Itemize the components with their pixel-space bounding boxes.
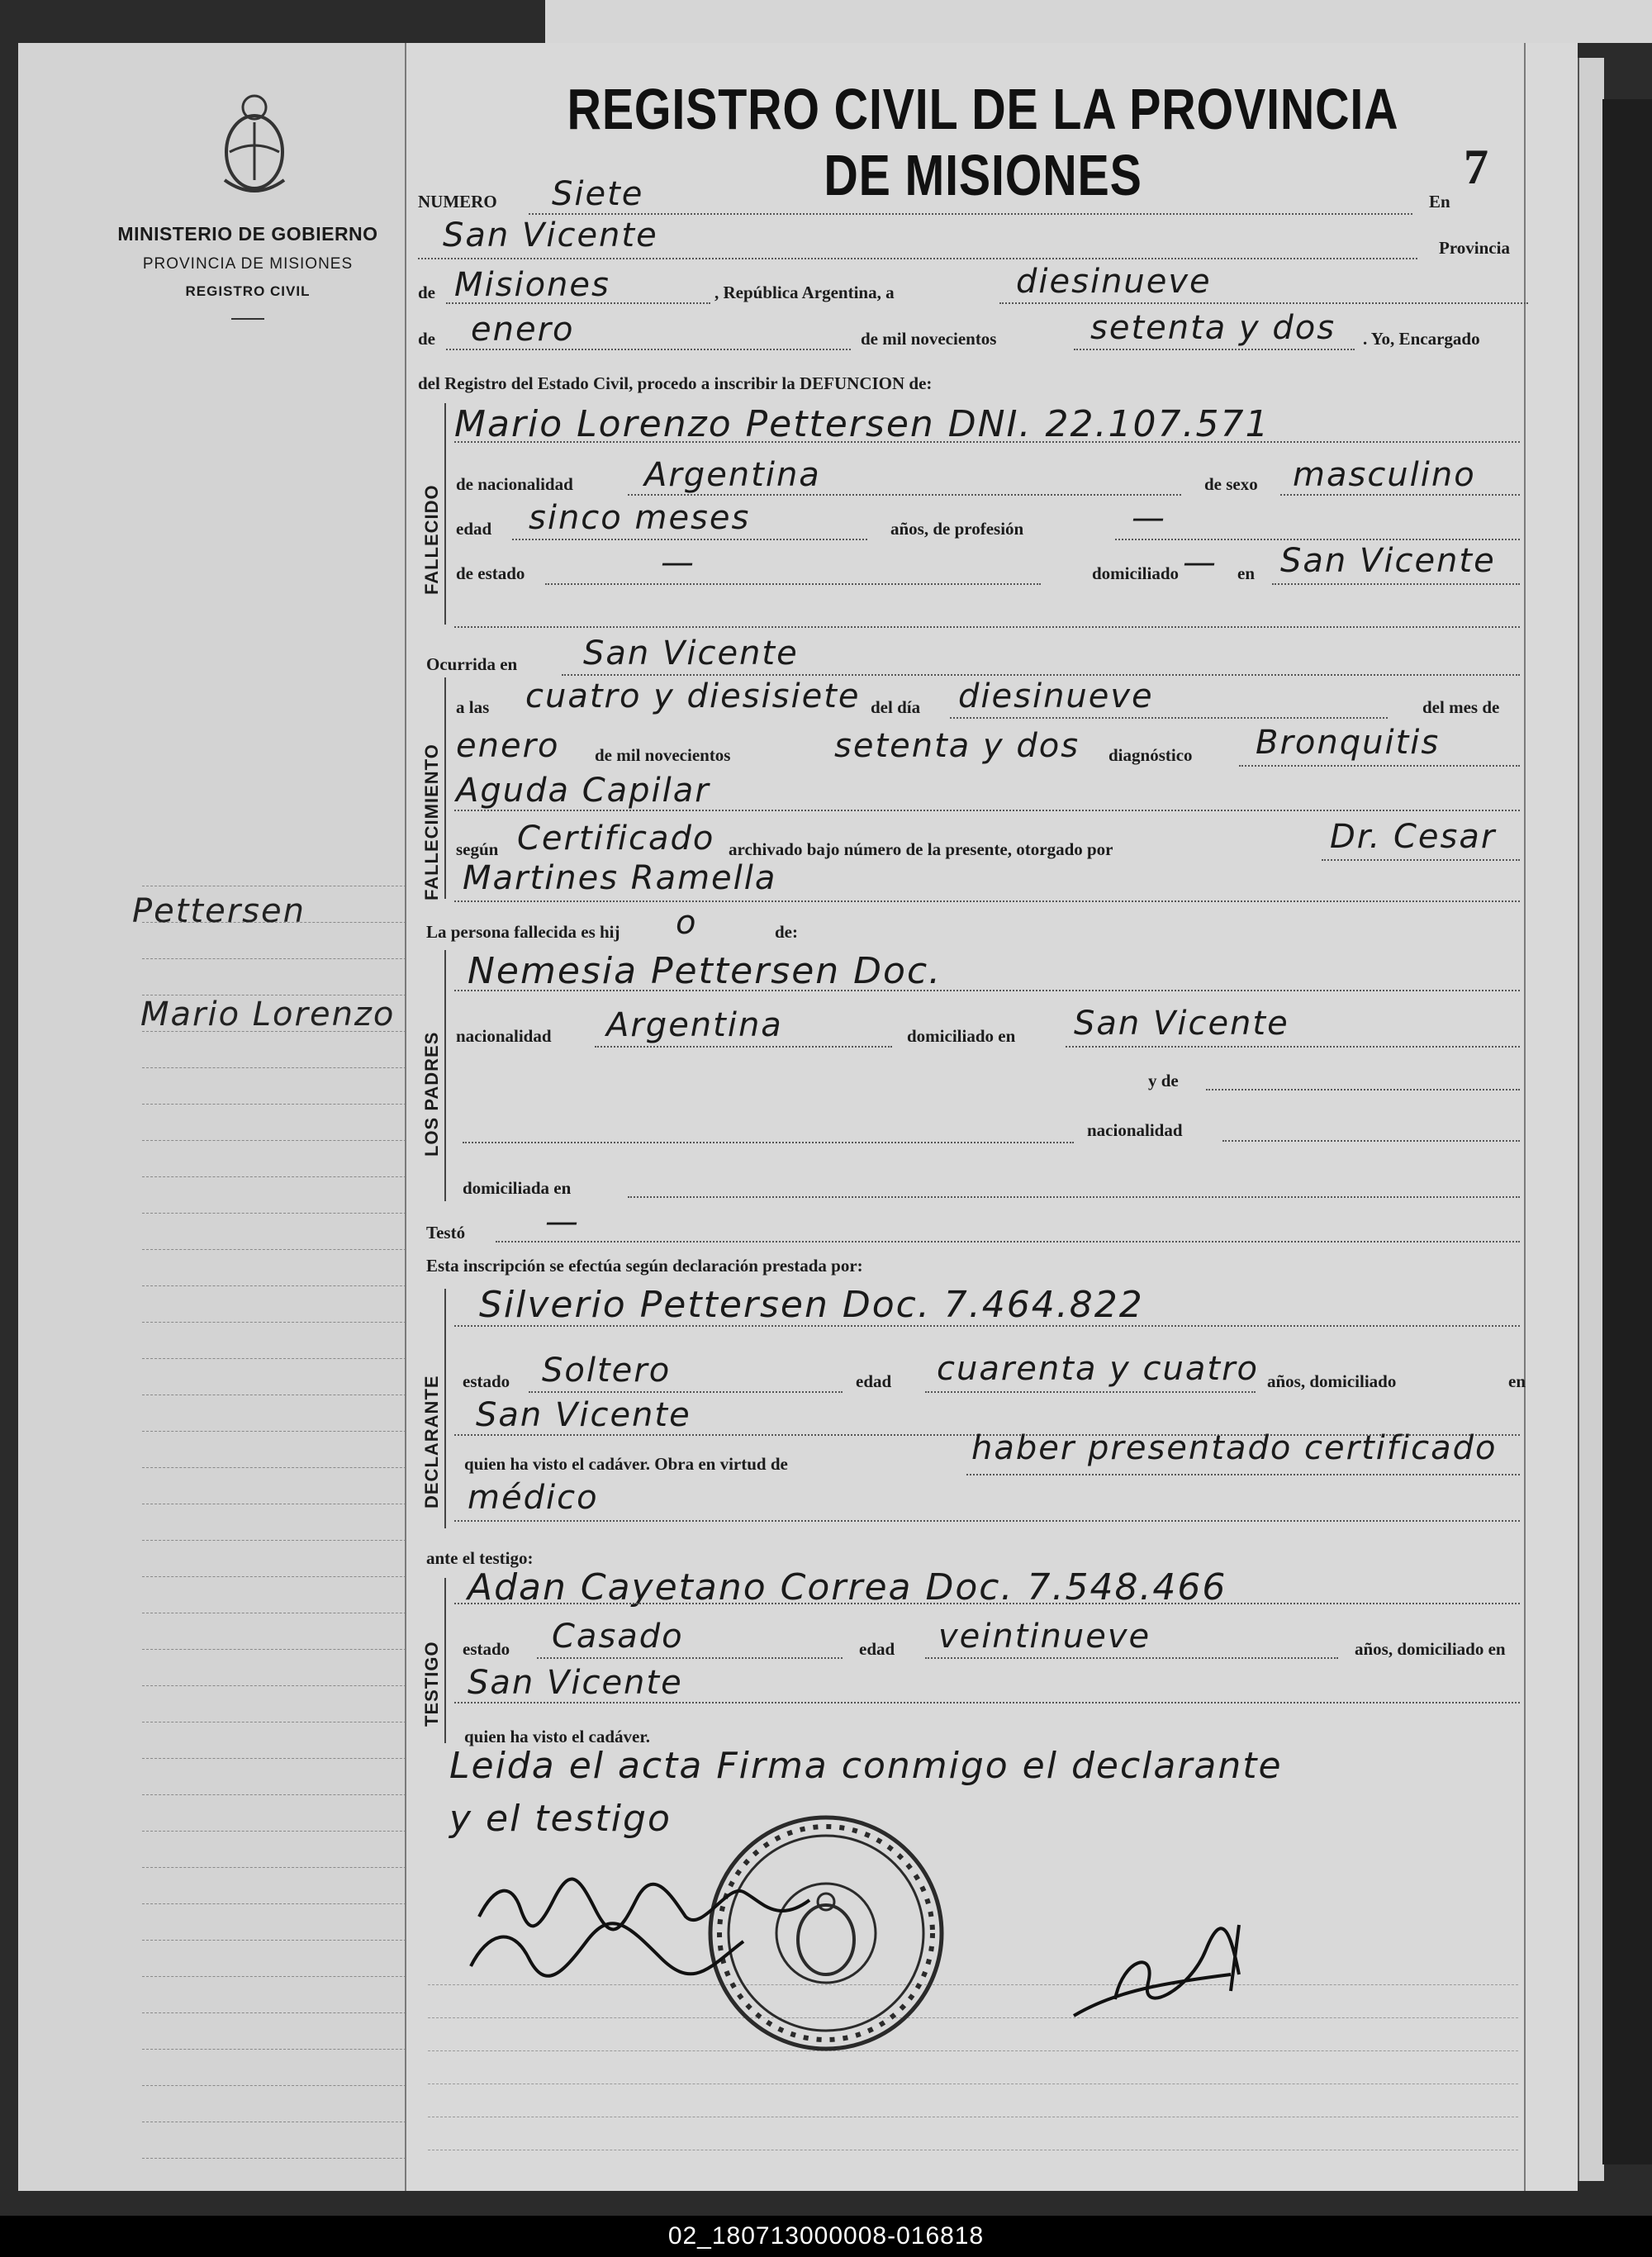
section-fallecido: FALLECIDO <box>421 484 442 595</box>
ruled-line <box>142 1794 415 1795</box>
ruled-line <box>142 1576 415 1577</box>
ruled-line <box>142 1140 415 1141</box>
ministry-name: MINISTERIO DE GOBIERNO <box>117 223 378 245</box>
entry-cierre: Leida el acta Firma conmigo el declarante <box>449 1745 1283 1787</box>
label-sexo: de sexo <box>1204 474 1258 494</box>
label-visto-obra: quien ha visto el cadáver. Obra en virtud de <box>464 1454 788 1474</box>
underline <box>496 1241 1520 1243</box>
section-padres: LOS PADRES <box>421 1031 442 1157</box>
underline <box>454 990 1520 991</box>
label-yo: . Yo, Encargado <box>1363 329 1480 349</box>
entry-lugar: San Vicente <box>443 216 658 254</box>
label-registro: del Registro del Estado Civil, procedo a inscribir la DEFUNCION de: <box>418 373 933 393</box>
ruled-line <box>142 2158 415 2159</box>
underline <box>950 717 1388 719</box>
ruled-line <box>142 1249 415 1250</box>
underline <box>595 1046 892 1048</box>
entry-edad: sinco meses <box>529 499 751 537</box>
section-bracket <box>444 1289 446 1528</box>
declarant-signature-icon <box>463 1867 892 1983</box>
entry-sexo: masculino <box>1293 456 1476 494</box>
underline <box>628 1196 1520 1198</box>
ruled-line <box>142 1649 415 1650</box>
label-anos-profesion: años, de profesión <box>890 519 1024 539</box>
underline <box>454 1702 1520 1703</box>
entry-diagnostico: Bronquitis <box>1256 724 1441 762</box>
underline <box>454 900 1520 902</box>
underline <box>454 1520 1520 1522</box>
ruled-line <box>142 1358 415 1359</box>
label-provincia: Provincia <box>1439 238 1510 258</box>
label-en-3: en <box>1508 1371 1526 1391</box>
entry-edad-testigo: veintinueve <box>938 1618 1151 1656</box>
entry-domicilio-testigo: San Vicente <box>468 1664 683 1702</box>
underline <box>925 1657 1338 1659</box>
section-declarante: DECLARANTE <box>421 1375 442 1509</box>
coat-of-arms-icon <box>213 89 296 202</box>
underline <box>925 1391 1256 1393</box>
entry-virtud: haber presentado certificado <box>971 1429 1498 1467</box>
right-border <box>1524 43 1526 2191</box>
ruled-line <box>142 1540 415 1541</box>
label-domiciliado: domiciliado <box>1092 563 1180 583</box>
underline <box>537 1657 843 1659</box>
entry-anio-2: setenta y dos <box>834 727 1080 765</box>
label-testo: Testó <box>426 1223 466 1243</box>
label-domiciliada: domiciliada en <box>463 1178 572 1198</box>
underline <box>512 539 867 540</box>
label-del-mes: del mes de <box>1422 697 1500 717</box>
label-a-las: a las <box>456 697 490 717</box>
label-republica: , República Argentina, a <box>714 283 895 302</box>
underline <box>1239 765 1520 767</box>
section-testigo: TESTIGO <box>421 1641 442 1727</box>
ruled-line <box>142 1867 415 1868</box>
ruled-line <box>142 1285 415 1286</box>
book-edge <box>1602 99 1652 2164</box>
label-nacionalidad-3: nacionalidad <box>1087 1120 1183 1140</box>
entry-mes-2: enero <box>456 727 560 765</box>
ruled-line <box>428 2050 1518 2051</box>
underline <box>1206 1089 1520 1090</box>
section-bracket <box>444 677 446 899</box>
underline <box>454 626 1520 628</box>
label-nacionalidad: de nacionalidad <box>456 474 573 494</box>
page-title: REGISTRO CIVIL DE LA PROVINCIA DE MISIONES <box>567 77 1399 207</box>
underline <box>1074 349 1355 350</box>
underline <box>999 302 1528 304</box>
entry-madre: Nemesia Pettersen Doc. <box>468 950 942 992</box>
entry-declarante: Silverio Pettersen Doc. 7.464.822 <box>479 1284 1144 1326</box>
entry-diagnostico-2: Aguda Capilar <box>456 772 710 810</box>
ruled-line <box>142 1104 415 1105</box>
entry-anio: setenta y dos <box>1090 309 1336 347</box>
margin-surname: Pettersen <box>132 892 306 930</box>
label-nacionalidad-2: nacionalidad <box>456 1026 552 1046</box>
underline <box>628 494 1181 496</box>
divider <box>231 318 264 320</box>
ruled-line <box>142 1322 415 1323</box>
entry-testo: — <box>545 1203 580 1241</box>
entry-domicilio-declarante: San Vicente <box>476 1396 691 1434</box>
label-visto: quien ha visto el cadáver. <box>464 1727 650 1746</box>
entry-virtud-2: médico <box>468 1479 599 1517</box>
entry-nombre: Mario Lorenzo Pettersen DNI. 22.107.571 <box>454 403 1270 445</box>
section-bracket <box>444 403 446 625</box>
underline <box>529 213 1412 215</box>
label-numero: NUMERO <box>418 192 497 211</box>
label-ante: ante el testigo: <box>426 1548 534 1568</box>
label-ocurrida: Ocurrida en <box>426 654 518 674</box>
label-de: de <box>418 283 435 302</box>
label-edad: edad <box>456 519 492 539</box>
ruled-line <box>142 2049 415 2050</box>
label-edad-3: edad <box>859 1639 895 1659</box>
ruled-line <box>142 958 415 959</box>
label-de-colon: de: <box>775 922 798 942</box>
official-signature-icon <box>1066 1900 1313 2032</box>
province-name: PROVINCIA DE MISIONES <box>142 255 354 273</box>
label-estado: de estado <box>456 563 525 583</box>
entry-edad-declarante: cuarenta y cuatro <box>937 1350 1260 1388</box>
entry-hijo-suffix: o <box>676 904 698 942</box>
ruled-line <box>142 1831 415 1832</box>
underline <box>1322 859 1520 861</box>
underline <box>454 810 1520 811</box>
label-edad-2: edad <box>856 1371 892 1391</box>
ruled-line <box>142 1431 415 1432</box>
entry-provincia: Misiones <box>454 266 610 304</box>
label-de-mil-2: de mil novecientos <box>595 745 731 765</box>
page-edge <box>1578 58 1604 2181</box>
entry-cierre-2: y el testigo <box>449 1798 672 1840</box>
underline <box>454 441 1520 443</box>
entry-dia-2: diesinueve <box>958 677 1154 715</box>
entry-nacionalidad-madre: Argentina <box>606 1006 783 1044</box>
page-divider <box>405 43 406 2191</box>
section-bracket <box>444 1578 446 1743</box>
underline <box>446 349 851 350</box>
entry-dia: diesinueve <box>1016 263 1212 301</box>
entry-nacionalidad: Argentina <box>644 456 821 494</box>
label-de-mil: de mil novecientos <box>861 329 997 349</box>
entry-ocurrida: San Vicente <box>583 634 799 672</box>
label-anos-domiciliado-2: años, domiciliado en <box>1355 1639 1506 1659</box>
label-domiciliado-en: domiciliado en <box>907 1026 1016 1046</box>
ministry-block <box>99 223 396 320</box>
page-number: 7 <box>1464 140 1488 194</box>
underline <box>1280 494 1520 496</box>
section-bracket <box>444 950 446 1201</box>
ruled-line <box>142 1940 415 1941</box>
underline <box>529 1391 843 1393</box>
margin-given-names: Mario Lorenzo <box>140 995 396 1033</box>
label-segun: según <box>456 839 499 859</box>
ruled-line <box>428 1984 1518 1985</box>
entry-estado-declarante: Soltero <box>542 1352 672 1390</box>
underline <box>446 302 710 304</box>
entry-hora: cuatro y diesisiete <box>525 677 861 715</box>
entry-domicilio-en: San Vicente <box>1280 542 1496 580</box>
underline <box>562 674 1520 676</box>
underline <box>418 258 1417 259</box>
entry-estado-testigo: Casado <box>552 1618 684 1656</box>
section-fallecimiento: FALLECIMIENTO <box>421 744 442 900</box>
ruled-line <box>142 1976 415 1977</box>
left-page <box>18 43 406 2191</box>
entry-domicilio: — <box>1183 544 1218 582</box>
label-diagnostico: diagnóstico <box>1108 745 1193 765</box>
ruled-line <box>428 2017 1518 2018</box>
entry-profesion: — <box>1132 499 1166 537</box>
ruled-line <box>142 1685 415 1686</box>
ruled-line <box>142 1176 415 1177</box>
entry-numero: Siete <box>552 175 644 213</box>
underline <box>1115 539 1520 540</box>
underline <box>463 1142 1074 1143</box>
underline <box>454 1325 1520 1327</box>
ruled-line <box>142 1213 415 1214</box>
underline <box>454 1603 1520 1604</box>
underline <box>545 583 1041 585</box>
label-hijo: La persona fallecida es hij <box>426 922 620 942</box>
ruled-line <box>142 1467 415 1468</box>
underline <box>1066 1046 1520 1048</box>
ruled-line <box>142 1758 415 1759</box>
label-inscripcion: Esta inscripción se efectúa según declaración prestada por: <box>426 1256 863 1276</box>
entry-estado: — <box>661 544 695 582</box>
underline <box>1272 583 1520 585</box>
entry-testigo: Adan Cayetano Correa Doc. 7.548.466 <box>468 1566 1227 1608</box>
entry-domicilio-madre: San Vicente <box>1074 1005 1289 1043</box>
entry-medico-2: Martines Ramella <box>463 859 777 897</box>
underline <box>966 1474 1520 1475</box>
ruled-line <box>142 2012 415 2013</box>
ruled-line <box>142 1067 415 1068</box>
label-y-de: y de <box>1148 1071 1179 1090</box>
label-en: En <box>1429 192 1450 211</box>
document-id: 02_180713000008-016818 <box>667 2222 985 2250</box>
label-del-dia: del día <box>871 697 921 717</box>
ruled-line <box>142 1903 415 1904</box>
label-archivado: archivado bajo número de la presente, otorgado por <box>729 839 1113 859</box>
entry-mes: enero <box>471 311 575 349</box>
ruled-line <box>142 2085 415 2086</box>
underline <box>1222 1140 1520 1142</box>
label-estado-2: estado <box>463 1371 510 1391</box>
label-estado-3: estado <box>463 1639 510 1659</box>
entry-medico: Dr. Cesar <box>1330 818 1497 856</box>
label-anos-domiciliado: años, domiciliado <box>1267 1371 1397 1391</box>
entry-segun: Certificado <box>517 820 715 858</box>
label-de-2: de <box>418 329 435 349</box>
label-en-2: en <box>1237 563 1255 583</box>
page-top-strip <box>545 0 1652 43</box>
registry-name: REGISTRO CIVIL <box>185 283 311 299</box>
